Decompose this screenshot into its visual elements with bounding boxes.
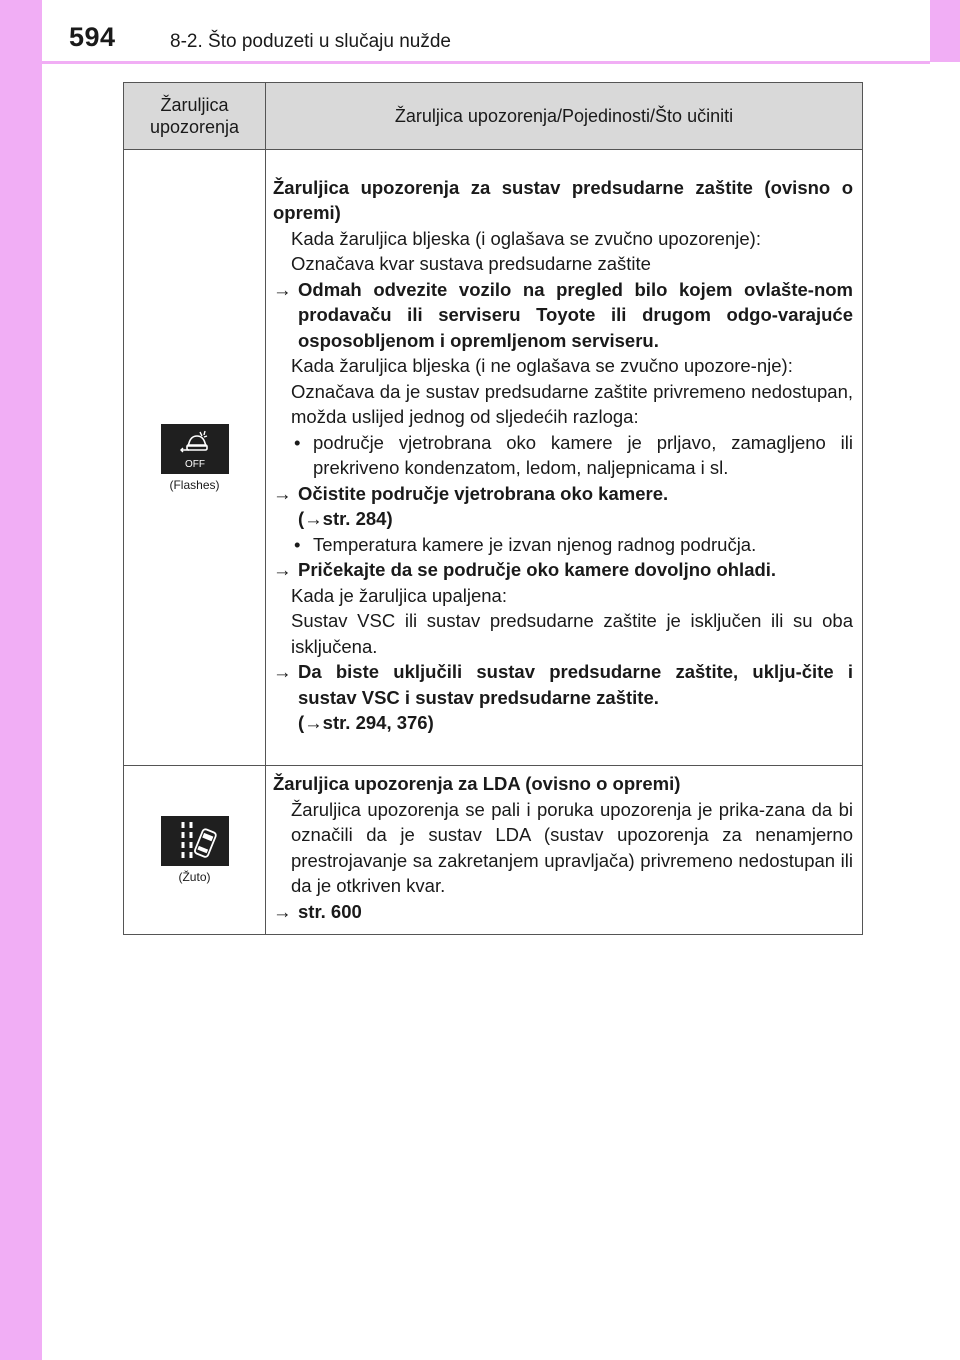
bullet-icon: • [294,533,301,555]
lda-icon-graphic [161,816,229,866]
bullet-text: Temperatura kamere je izvan njenog radnog područja. [313,533,757,555]
bullet-text: područje vjetrobrana oko kamere je prljavo, zamagljeno ili prekriveno kondenzatom, ledom, naljepnicama i sl. [313,431,853,478]
icon-cell [124,150,266,766]
arrow-icon: → [273,661,292,682]
table-header-row [124,83,863,150]
bullet-item [273,430,853,481]
icon-cell [124,766,266,935]
warning-title: Žaruljica upozorenja za LDA (ovisno o opremi) [273,773,681,794]
action-text: Da biste uključili sustav predsudarne zaštite, uklju-čite i sustav VSC i sustav predsudarne zaštite. [298,661,853,708]
arrow-icon: → [273,482,292,504]
paragraph: Kada žaruljica bljeska (i oglašava se zvučno upozorenje): [291,227,761,249]
action-item [273,277,853,354]
arrow-icon: → [304,508,323,529]
action-text: str. 600 [298,900,362,922]
column-header-details: Žaruljica upozorenja/Pojedinosti/Što učiniti [266,83,863,150]
action-text: Pričekajte da se područje oko kamere dovoljno ohladi. [298,559,777,580]
arrow-icon: → [273,278,292,300]
table-row [124,766,863,935]
page-reference-text: str. 284) [322,508,393,529]
arrow-icon: → [304,712,323,733]
action-item [273,899,853,925]
pre-collision-off-icon [161,424,229,474]
section-title: 8-2. Što poduzeti u slučaju nužde [170,31,451,52]
arrow-icon: → [273,559,292,580]
header-divider [42,61,930,64]
page-number: 594 [69,22,116,52]
table-row [124,150,863,766]
action-item [273,557,853,583]
paragraph: Označava da je sustav predsudarne zaštite privremeno nedostupan, možda uslijed jednog od sljedećih razloga: [291,380,853,427]
action-item [273,659,853,710]
action-text: Odmah odvezite vozilo na pregled bilo kojem ovlašte-nom prodavaču ili serviseru Toyote ili drugom odgo-varajuće osposobljenom i opremljenom serviseru. [298,278,853,351]
bullet-item [273,532,853,558]
icon-caption: (Flashes) [169,477,220,492]
icon-caption: (Žuto) [178,870,211,884]
svg-text:OFF: OFF [184,458,205,470]
paragraph: Sustav VSC ili sustav predsudarne zaštite je isključen ili su oba isključena. [291,610,853,657]
paragraph: Označava kvar sustava predsudarne zaštite [291,253,651,274]
lda-icon [161,816,229,866]
details-cell [266,150,863,766]
action-item [273,481,853,507]
paragraph: Kada žaruljica bljeska (i ne oglašava se zvučno upozore-nje): [291,355,793,376]
column-header-light: Žaruljica upozorenja [124,83,266,150]
page-reference: (→str. 284) [298,508,393,529]
pre-collision-off-icon-graphic [161,424,229,474]
warning-title: Žaruljica upozorenja za sustav predsudarne zaštite (ovisno o opremi) [273,176,853,223]
arrow-icon: → [273,900,292,922]
details-cell [266,766,863,935]
page-reference: (→str. 294, 376) [298,712,434,733]
paragraph: Kada je žaruljica upaljena: [291,584,507,606]
paragraph: Žaruljica upozorenja se pali i poruka upozorenja je prika-zana da bi označili da je sustav LDA (sustav upozorenja za nenamjerno prestrojavanje sa zakretanjem upravljača) privremeno nedostupan ili da je otkriven kvar. [291,798,853,896]
side-color-band [0,0,42,1360]
action-text: Očistite područje vjetrobrana oko kamere. [298,482,669,504]
bullet-icon: • [294,431,301,453]
warning-light-table [123,82,863,935]
page-reference-text: str. 294, 376) [322,712,434,733]
